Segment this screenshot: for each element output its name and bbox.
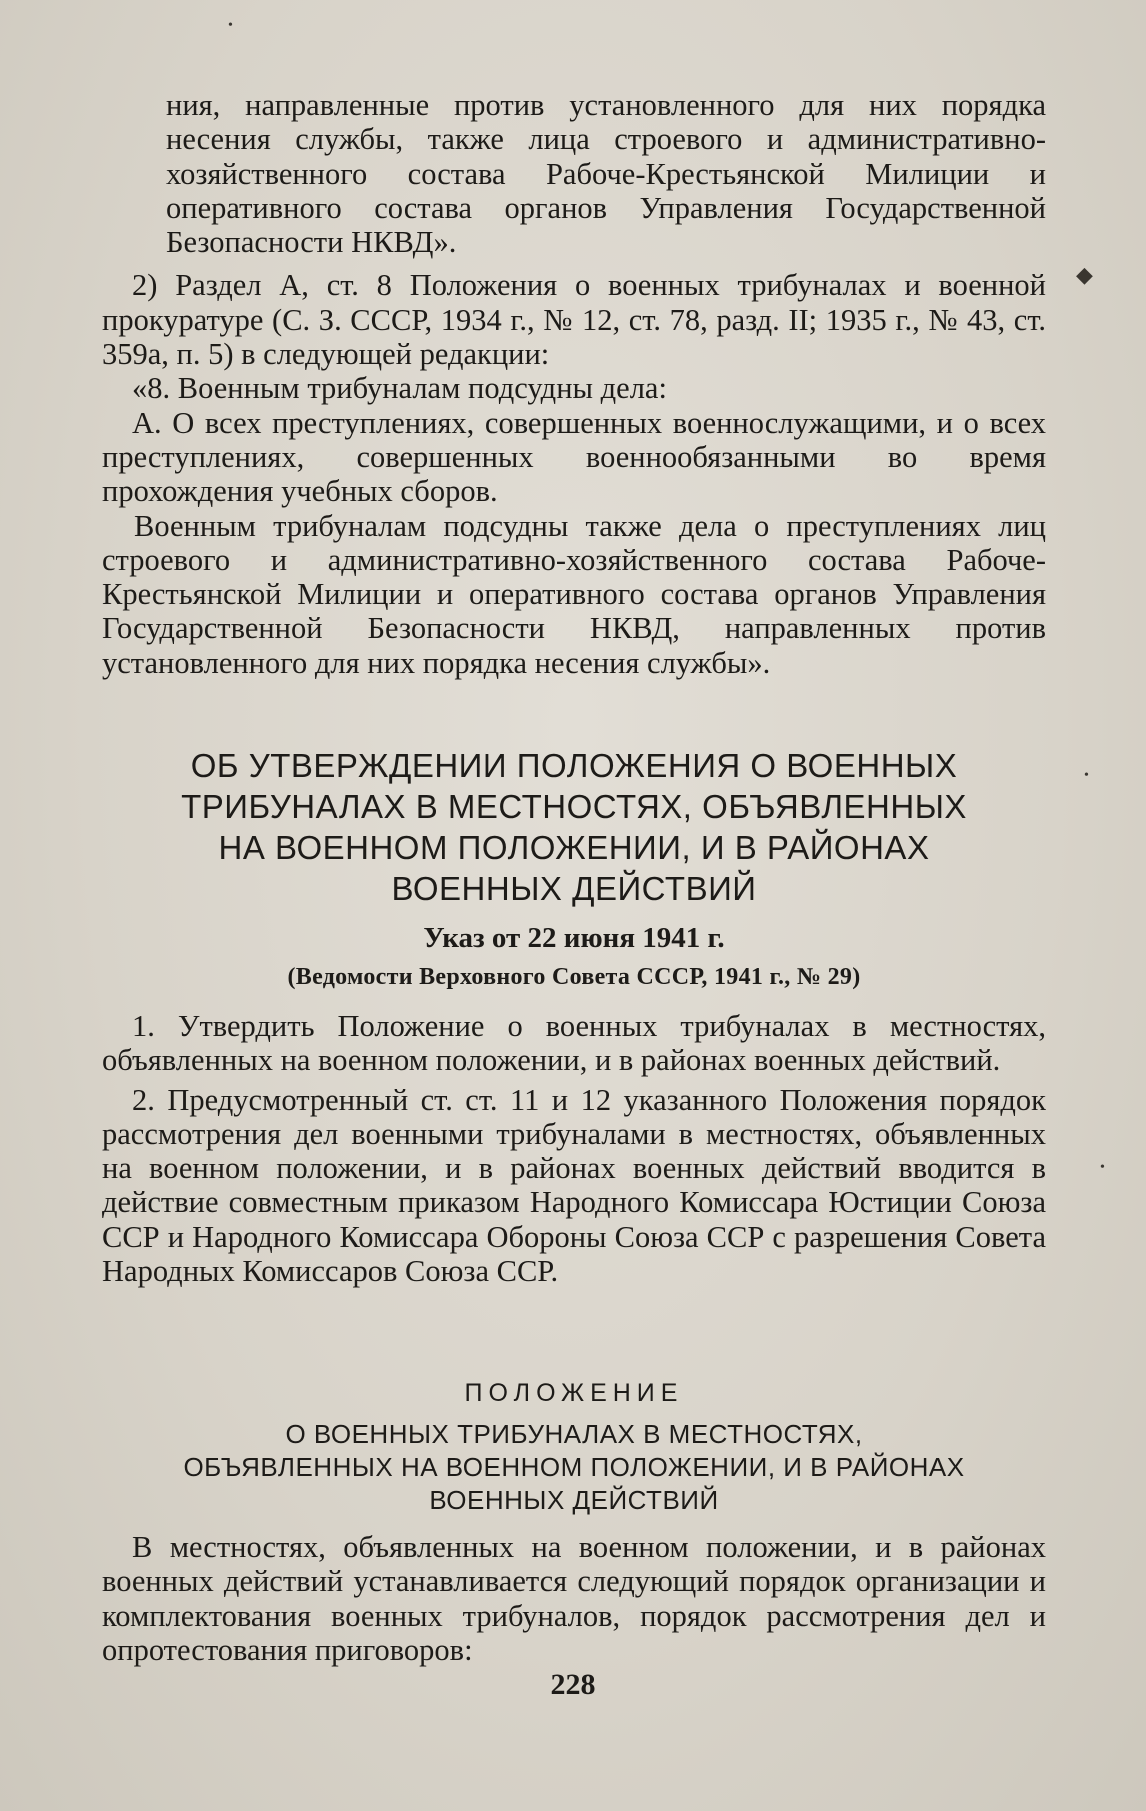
print-speck: • [228, 18, 233, 33]
decree-date: Указ от 22 июня 1941 г. [423, 922, 725, 954]
article-8-heading: «8. Военным трибуналам подсудны дела: [132, 371, 667, 406]
decree-section [102, 745, 1046, 1288]
print-speck: • [1100, 1160, 1105, 1175]
print-speck: • [1084, 768, 1089, 783]
decree-title: ОБ УТВЕРЖДЕНИИ ПОЛОЖЕНИЯ О ВОЕННЫХ ТРИБУНАЛАХ В МЕСТНОСТЯХ, ОБЪЯВЛЕННЫХ НА ВОЕННОМ ПОЛОЖЕНИИ, И В РАЙОНАХ ВОЕННЫХ ДЕЙСТВИЙ [181, 747, 967, 907]
decree-point-2: 2. Предусмотренный ст. ст. 11 и 12 указанного Положения порядок рассмотрения дел военными трибуналами в местностях, объявленных на военном положении, и в районах военных действий вводится в действие совместным приказом Народного Комиссара Юстиции Союза ССР и Народного Комиссара Обороны Союза ССР с разрешения Совета Народных Комиссаров Союза ССР. [102, 1082, 1046, 1289]
statute-section [102, 1379, 1046, 1667]
article-8-section-a: А. О всех преступлениях, совершенных военнослужащими, и о всех преступлениях, совершенных военнообязанными во время прохождения учебных сборов. [102, 405, 1046, 509]
decree-source: (Ведомости Верховного Совета СССР, 1941 г., № 29) [287, 964, 861, 990]
item-2-paragraph: 2) Раздел А, ст. 8 Положения о военных трибуналах и военной прокуратуре (С. З. СССР, 1934 г., № 12, ст. 78, разд. II; 1935 г., № 43, ст. 359а, п. 5) в следующей редакции: [102, 268, 1046, 372]
continued-paragraph: ния, направленные против установленного для них порядка несения службы, также лица строевого и административно-хозяйственного состава Рабоче-Крестьянской Милиции и оперативного состава органов Управления Государственной Безопасности НКВД». [166, 88, 1046, 260]
decree-point-1: 1. Утвердить Положение о военных трибуналах в местностях, объявленных на военном положении, и в районах военных действий. [102, 1009, 1046, 1078]
statute-intro: В местностях, объявленных на военном положении, и в районах военных действий устанавливается следующий порядок организации и комплектования военных трибуналов, порядок рассмотрения дел и опротестования приговоров: [102, 1530, 1046, 1667]
article-8-also-clause: Военным трибуналам подсудны также дела о преступлениях лиц строевого и административно-хозяйственного состава Рабоче-Крестьянской Милиции и оперативного состава органов Управления Государственной Безопасности НКВД, направленных против установленного для них порядка несения службы». [102, 508, 1046, 680]
statute-subtitle: О ВОЕННЫХ ТРИБУНАЛАХ В МЕСТНОСТЯХ, ОБЪЯВЛЕННЫХ НА ВОЕННОМ ПОЛОЖЕНИИ, И В РАЙОНАХ ВОЕННЫХ ДЕЙСТВИЙ [183, 1419, 965, 1515]
print-speck: ◆ [1076, 262, 1093, 287]
statute-title: ПОЛОЖЕНИЕ [464, 1379, 684, 1407]
page-number: 228 [550, 1668, 596, 1701]
text-column [102, 88, 1046, 680]
